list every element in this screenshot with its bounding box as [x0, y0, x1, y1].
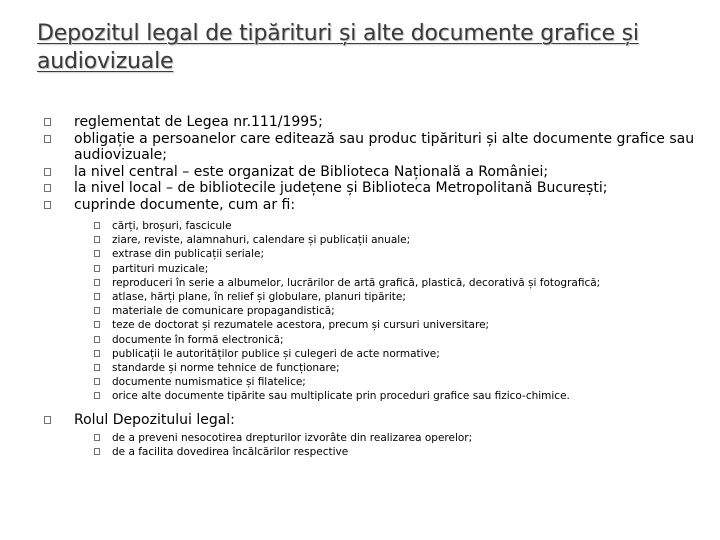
- square-bullet-icon: [44, 168, 51, 176]
- sub-bullet-item: [94, 318, 704, 332]
- sub-bullet-text: standarde și norme tehnice de funcționare;: [112, 362, 340, 375]
- sub-bullet-item: [94, 247, 704, 261]
- square-bullet-icon: [94, 293, 100, 300]
- bullet-text: reglementat de Legea nr.111/1995;: [74, 114, 323, 130]
- slide-title: Depozitul legal de tipărituri și alte documente grafice și audiovizuale: [37, 21, 639, 74]
- sub-bullet-text: atlase, hărți plane, în relief și globulare, planuri tipărite;: [112, 291, 406, 304]
- sub-bullet-item: [94, 347, 704, 361]
- sub-bullet-item: [94, 375, 704, 389]
- square-bullet-icon: [94, 392, 100, 399]
- square-bullet-icon: [44, 135, 51, 143]
- bullet-text: la nivel local – de bibliotecile județene și Biblioteca Metropolitană București;: [74, 180, 608, 196]
- sub-bullet-text: de a preveni nesocotirea drepturilor izvorâte din realizarea operelor;: [112, 432, 473, 445]
- bullet-item: [44, 131, 704, 164]
- square-bullet-icon: [94, 336, 100, 343]
- sub-bullet-text: extrase din publicații seriale;: [112, 248, 265, 261]
- square-bullet-icon: [44, 118, 51, 126]
- bullet-item: [44, 114, 704, 131]
- sub-bullet-item: [94, 262, 704, 276]
- square-bullet-icon: [94, 364, 100, 371]
- sub-bullet-item: [94, 304, 704, 318]
- sub-bullet-text: publicații le autorităților publice și culegeri de acte normative;: [112, 347, 440, 360]
- bullet-item: [44, 197, 704, 404]
- main-bullet-list: [44, 114, 704, 460]
- bullet-text: la nivel central – este organizat de Biblioteca Națională a României;: [74, 163, 549, 180]
- sub-bullet-text: partituri muzicale;: [112, 262, 209, 275]
- sub-bullet-item: [94, 219, 704, 233]
- square-bullet-icon: [94, 279, 100, 286]
- bullet-item: [44, 180, 704, 197]
- square-bullet-icon: [94, 307, 100, 314]
- sub-bullet-text: documente numismatice și filatelice;: [112, 376, 306, 389]
- sub-bullet-text: ziare, reviste, alamnahuri, calendare și publicații anuale;: [112, 234, 411, 247]
- sub-bullet-item: [94, 389, 704, 403]
- square-bullet-icon: [94, 321, 100, 328]
- bullet-item: [44, 164, 704, 181]
- slide-content: [44, 114, 704, 468]
- square-bullet-icon: [94, 434, 100, 441]
- sub-bullet-text: orice alte documente tipărite sau multiplicate prin proceduri grafice sau fizico-chimice.: [112, 390, 570, 403]
- role-list: [94, 431, 704, 459]
- bullet-text: cuprinde documente, cum ar fi:: [74, 196, 296, 213]
- document-types-list: [94, 219, 704, 404]
- bullet-item: [44, 412, 704, 460]
- square-bullet-icon: [94, 378, 100, 385]
- sub-bullet-text: documente în formă electronică;: [112, 333, 284, 346]
- sub-bullet-item: [94, 333, 704, 347]
- square-bullet-icon: [44, 416, 51, 424]
- square-bullet-icon: [94, 250, 100, 257]
- square-bullet-icon: [44, 184, 51, 192]
- square-bullet-icon: [44, 201, 51, 209]
- square-bullet-icon: [94, 222, 100, 229]
- square-bullet-icon: [94, 236, 100, 243]
- sub-bullet-text: de a facilita dovedirea încălcărilor respective: [112, 446, 349, 459]
- sub-bullet-item: [94, 445, 704, 459]
- sub-bullet-item: [94, 431, 704, 445]
- square-bullet-icon: [94, 350, 100, 357]
- sub-bullet-text: cărți, broșuri, fascicule: [112, 220, 232, 232]
- sub-bullet-item: [94, 276, 704, 290]
- square-bullet-icon: [94, 265, 100, 272]
- sub-bullet-text: teze de doctorat și rezumatele acestora, precum și cursuri universitare;: [112, 319, 490, 332]
- square-bullet-icon: [94, 448, 100, 455]
- sub-bullet-item: [94, 361, 704, 375]
- bullet-text: obligație a persoanelor care editează sau produc tipărituri și alte documente grafice sau audiovizuale;: [74, 130, 695, 163]
- sub-bullet-item: [94, 233, 704, 247]
- sub-bullet-item: [94, 290, 704, 304]
- role-heading: Rolul Depozitului legal:: [74, 411, 235, 428]
- sub-bullet-text: materiale de comunicare propagandistică;: [112, 305, 335, 318]
- sub-bullet-text: reproduceri în serie a albumelor, lucrărilor de artă grafică, plastică, decorativă și fotografică;: [112, 276, 601, 289]
